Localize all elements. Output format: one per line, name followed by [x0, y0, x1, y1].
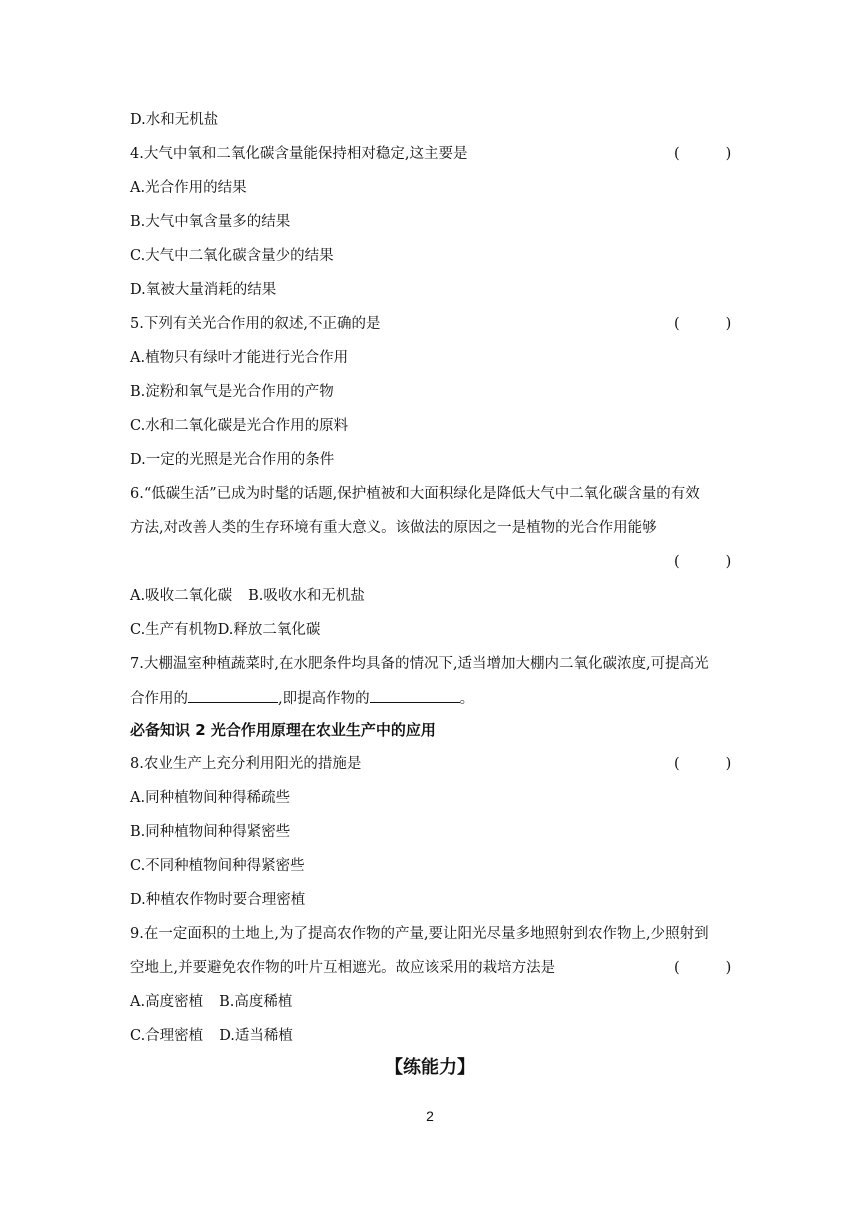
option-d-q6: D.释放二氧化碳	[217, 622, 321, 638]
answer-bracket-q8: ( )	[674, 756, 732, 772]
options-ab-q6	[130, 586, 730, 606]
option-b-q4: B.大气中氧含量多的结果	[130, 214, 291, 230]
options-cd-q9	[130, 1026, 730, 1046]
option-c-q6: C.生产有机物	[130, 622, 218, 638]
option-c-q5: C.水和二氧化碳是光合作用的原料	[130, 418, 349, 434]
answer-bracket-q5: ( )	[674, 316, 732, 332]
options-ab-q9	[130, 992, 730, 1012]
option-b-q5: B.淀粉和氧气是光合作用的产物	[130, 384, 334, 400]
option-d-q9: D.适当稀植	[219, 1028, 293, 1044]
option-a-q9: A.高度密植	[130, 994, 204, 1010]
fill-blank-1[interactable]	[188, 688, 278, 703]
option-c-q8: C.不同种植物间种得紧密些	[130, 858, 305, 874]
question-6-line-2: 方法,对改善人类的生存环境有重大意义。该做法的原因之一是植物的光合作用能够	[130, 520, 657, 536]
option-b-q6: B.吸收水和无机盐	[248, 588, 365, 604]
option-a-q5: A.植物只有绿叶才能进行光合作用	[130, 350, 349, 366]
option-b-q8: B.同种植物间种得紧密些	[130, 824, 291, 840]
option-d-q8: D.种植农作物时要合理密植	[130, 892, 306, 908]
option-d-q3: D.水和无机盐	[130, 112, 219, 128]
page-number: 2	[426, 1108, 434, 1124]
option-a-q4: A.光合作用的结果	[130, 180, 247, 196]
section-title-practice: 【练能力】	[385, 1057, 475, 1078]
question-6-line-1: 6.“低碳生活”已成为时髦的话题,保护植被和大面积绿化是降低大气中二氧化碳含量的有效	[130, 486, 700, 502]
question-9-line-1: 9.在一定面积的土地上,为了提高农作物的产量,要让阳光尽量多地照射到农作物上,少照射到	[130, 926, 709, 942]
question-7-line-1: 7.大棚温室种植蔬菜时,在水肥条件均具备的情况下,适当增加大棚内二氧化碳浓度,可提高光	[130, 656, 709, 672]
option-d-q5: D.一定的光照是光合作用的条件	[130, 452, 335, 468]
question-5: 5.下列有关光合作用的叙述,不正确的是	[130, 316, 381, 332]
option-b-q9: B.高度稀植	[219, 994, 293, 1010]
fill-blank-2[interactable]	[370, 688, 460, 703]
section-heading-knowledge-2: 必备知识 2 光合作用原理在农业生产中的应用	[130, 721, 436, 739]
answer-bracket-q9: ( )	[674, 960, 732, 976]
question-7-line-2: 合作用的 ,即提高作物的 。	[130, 688, 730, 709]
question-9-line-2: 空地上,并要避免农作物的叶片互相遮光。故应该采用的栽培方法是	[130, 960, 556, 976]
option-a-q6: A.吸收二氧化碳	[130, 588, 233, 604]
option-a-q8: A.同种植物间种得稀疏些	[130, 790, 291, 806]
options-cd-q6	[130, 620, 730, 640]
option-c-q4: C.大气中二氧化碳含量少的结果	[130, 248, 334, 264]
question-4: 4.大气中氧和二氧化碳含量能保持相对稳定,这主要是	[130, 146, 468, 162]
option-d-q4: D.氧被大量消耗的结果	[130, 282, 277, 298]
answer-bracket-q6: ( )	[674, 554, 732, 570]
option-c-q9: C.合理密植	[130, 1028, 204, 1044]
question-8: 8.农业生产上充分利用阳光的措施是	[130, 756, 362, 772]
answer-bracket-q4: ( )	[674, 146, 732, 162]
